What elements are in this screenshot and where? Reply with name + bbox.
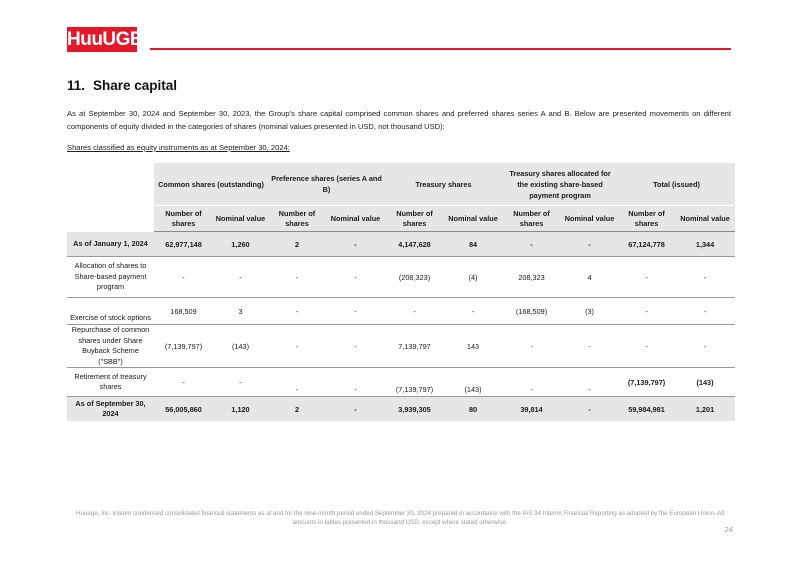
table-cell: - bbox=[675, 325, 735, 368]
table-cell: (7,139,797) bbox=[385, 368, 444, 397]
table-cell: 59,984,981 bbox=[618, 397, 675, 422]
table-cell: (7,139,797) bbox=[618, 368, 675, 397]
row-label: Allocation of shares to Share-based payment program bbox=[74, 261, 147, 292]
section-title-text: Share capital bbox=[93, 78, 178, 93]
table-cell: 62,977,148 bbox=[154, 232, 213, 257]
table-cell: - bbox=[268, 368, 326, 397]
table-row bbox=[67, 298, 735, 325]
table-cell: - bbox=[561, 232, 618, 257]
sub-header: Number of shares bbox=[385, 206, 444, 232]
footer-note: Huuuge, Inc. interim condensed consolidated financial statements as at and for the nine-month period ended September 30, 2024 prepared in accordance with the IAS 34 Interim Financial Reporting as adopted by the European Union. All amounts in tables presented in thousand USD, except where stated otherwise. bbox=[75, 510, 725, 526]
section-title bbox=[67, 78, 177, 93]
table-row bbox=[67, 368, 735, 397]
table-cell: - bbox=[502, 325, 561, 368]
table-cell: - bbox=[326, 397, 385, 422]
table-cell: - bbox=[385, 298, 444, 325]
table-cell: - bbox=[645, 272, 648, 282]
page-number: 24 bbox=[724, 525, 733, 534]
table-cell: 4,147,628 bbox=[385, 232, 444, 257]
table-cell: - bbox=[326, 298, 385, 325]
table-cell: - bbox=[502, 232, 561, 257]
table-cell: - bbox=[154, 368, 213, 397]
sub-header: Nominal value bbox=[561, 206, 618, 232]
table-row bbox=[67, 325, 735, 368]
table-cell: 39,814 bbox=[502, 397, 561, 422]
table-cell: - bbox=[561, 368, 618, 397]
table-cell: 168,509 bbox=[154, 298, 213, 325]
table-cell: (143) bbox=[213, 325, 268, 368]
table-cell: - bbox=[354, 272, 357, 282]
table-cell: 2 bbox=[268, 397, 326, 422]
row-label: As of January 1, 2024 bbox=[67, 232, 154, 257]
table-cell: (168,509) bbox=[502, 298, 561, 325]
table-cell: (3) bbox=[561, 298, 618, 325]
row-label: As of September 30, 2024 bbox=[67, 397, 154, 422]
table-cell: 1,120 bbox=[213, 397, 268, 422]
table-cell: - bbox=[295, 272, 299, 282]
header-rule bbox=[150, 48, 731, 50]
row-label: Exercise of stock options bbox=[67, 298, 154, 325]
section-number: 11. bbox=[67, 78, 86, 93]
table-cell: - bbox=[618, 298, 675, 325]
table-cell: - bbox=[239, 272, 242, 282]
table-cell: 56,005,860 bbox=[154, 397, 213, 422]
table-cell: 3,939,305 bbox=[385, 397, 444, 422]
corner-cell bbox=[67, 163, 154, 206]
group-header-row bbox=[67, 163, 735, 206]
table-row bbox=[67, 232, 735, 257]
corner-cell bbox=[67, 206, 154, 232]
table-cell: 3 bbox=[213, 298, 268, 325]
table-cell: 1,260 bbox=[213, 232, 268, 257]
table-cell: - bbox=[326, 368, 385, 397]
sub-header: Number of shares bbox=[154, 206, 213, 232]
table-cell: - bbox=[561, 325, 618, 368]
table-cell: - bbox=[675, 298, 735, 325]
row-label: Retirement of treasury shares bbox=[67, 368, 154, 397]
row-label: Repurchase of common shares under Share Buyback Scheme ("SBB") bbox=[67, 325, 154, 368]
table-cell: 4 bbox=[587, 272, 592, 282]
table-cell: - bbox=[268, 325, 326, 368]
company-logo: HuuUGE bbox=[67, 29, 143, 50]
table-cell: - bbox=[618, 325, 675, 368]
table-cell: 7,139,797 bbox=[385, 325, 444, 368]
table-row bbox=[67, 257, 735, 298]
group-header: Treasury shares allocated for the existing share-based payment program bbox=[502, 163, 618, 206]
table-cell: (4) bbox=[468, 272, 478, 282]
sub-header: Number of shares bbox=[268, 206, 326, 232]
sub-header: Number of shares bbox=[618, 206, 675, 232]
table-cell: (143) bbox=[444, 368, 502, 397]
table-cell: 143 bbox=[444, 325, 502, 368]
table-subheading: Shares classified as equity instruments as at September 30, 2024: bbox=[67, 143, 290, 152]
table-cell: (7,139,797) bbox=[154, 325, 213, 368]
table-cell: 84 bbox=[444, 232, 502, 257]
table-cell: - bbox=[502, 368, 561, 397]
group-header: Treasury shares bbox=[385, 163, 502, 206]
table-cell: 80 bbox=[444, 397, 502, 422]
sub-header: Number of shares bbox=[502, 206, 561, 232]
table-cell: - bbox=[561, 397, 618, 422]
table-cell: - bbox=[326, 325, 385, 368]
equity-table bbox=[67, 163, 735, 421]
sub-header: Nominal value bbox=[213, 206, 268, 232]
table-cell: (208,323) bbox=[398, 272, 431, 282]
table-cell: 2 bbox=[268, 232, 326, 257]
table-row bbox=[67, 397, 735, 422]
table-cell: - bbox=[703, 272, 707, 282]
group-header: Common shares (outstanding) bbox=[154, 163, 268, 206]
table-cell: - bbox=[213, 368, 268, 397]
table-cell: 208,323 bbox=[518, 272, 545, 282]
table-cell: 1,344 bbox=[675, 232, 735, 257]
sub-header: Nominal value bbox=[444, 206, 502, 232]
table-cell: - bbox=[444, 298, 502, 325]
sub-header: Nominal value bbox=[675, 206, 735, 232]
intro-paragraph: As at September 30, 2024 and September 30, 2023, the Group's share capital comprised common shares and preferred shares series A and B. Below are presented movements on different components of equity divided in the categories of shares (nominal values presented in USD, not thousand USD): bbox=[67, 109, 731, 131]
sub-header-row bbox=[67, 206, 735, 232]
table-cell: (143) bbox=[675, 368, 735, 397]
group-header: Preference shares (series A and B) bbox=[268, 163, 385, 206]
table-cell: - bbox=[268, 298, 326, 325]
table-cell: - bbox=[182, 272, 185, 282]
table-cell: - bbox=[326, 232, 385, 257]
table-cell: 1,201 bbox=[675, 397, 735, 422]
sub-header: Nominal value bbox=[326, 206, 385, 232]
table-cell: 67,124,778 bbox=[618, 232, 675, 257]
group-header: Total (issued) bbox=[618, 163, 735, 206]
